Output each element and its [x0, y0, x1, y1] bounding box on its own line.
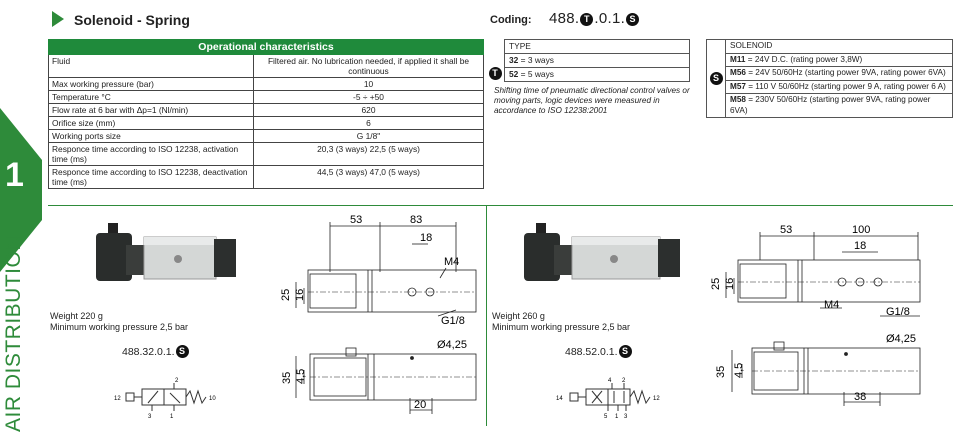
solenoid-text: 230V 50/60Hz (starting power 9VA, rating power 6VA) [730, 95, 931, 115]
table-row [486, 54, 690, 68]
valve-5way-photo [510, 215, 695, 300]
port-label: 12 [653, 396, 660, 402]
solenoid-table [706, 39, 953, 118]
dim-label: M4 [444, 256, 460, 268]
solenoid-marker [707, 40, 726, 118]
dim-label: 18 [854, 240, 867, 252]
dim-label: M4 [824, 299, 840, 311]
dim-label: 38 [854, 391, 867, 403]
right-model [565, 345, 633, 358]
section-label: AIR DISTRIBUTION [2, 234, 25, 432]
solenoid-eq: = [748, 95, 754, 104]
type-code: 52 [509, 69, 519, 79]
table-row [707, 94, 953, 118]
dim-label: 18 [420, 232, 433, 244]
shifting-note: Shifting time of pneumatic directional control valves or moving parts, logic devices were measured in accordance to ISO 12238:2001 [494, 86, 690, 115]
dim-label: 4,5 [295, 368, 307, 384]
row-value: 44,5 (3 ways) 47,0 (5 ways) [254, 166, 484, 189]
table-row [49, 55, 484, 78]
port-label: 1 [170, 414, 174, 420]
solenoid-code: M56 [730, 68, 746, 77]
coding-mid: .0.1. [594, 10, 626, 27]
solenoid-eq: = [748, 68, 754, 77]
type-text: = 3 ways [520, 55, 554, 65]
row-label: Orifice size (mm) [49, 117, 254, 130]
port-label: 5 [604, 414, 608, 420]
dim-label: 35 [715, 365, 727, 378]
title-arrow-icon [50, 10, 68, 28]
row-value: 20,3 (3 ways) 22,5 (5 ways) [254, 143, 484, 166]
column-divider [486, 205, 487, 426]
solenoid-eq: = [747, 54, 753, 64]
table-row [707, 80, 953, 94]
solenoid-eq: = [748, 81, 754, 91]
table-row [49, 166, 484, 189]
table-row [707, 67, 953, 81]
solenoid-badge-icon: S [619, 345, 632, 358]
left-model-code: 488.32.0.1. [122, 346, 175, 358]
operational-table [48, 39, 484, 189]
right-weight: Weight 260 g [492, 311, 545, 321]
table-row [49, 117, 484, 130]
port-label: 1 [615, 414, 619, 420]
coding-label: Coding: [490, 14, 532, 26]
row-value: Filtered air. No lubrication needed, if applied it shall be continuous [254, 55, 484, 78]
port-label: 12 [114, 396, 121, 402]
section-divider [48, 205, 953, 206]
valve-3way-photo [78, 215, 248, 300]
solenoid-code: M57 [730, 81, 746, 91]
dim-label: Ø4,25 [437, 339, 467, 351]
dim-label: 20 [414, 399, 427, 411]
port-label: 2 [622, 378, 626, 384]
row-value: -5 ÷ +50 [254, 91, 484, 104]
dim-label: 53 [780, 224, 793, 236]
table-row [486, 68, 690, 82]
operational-heading: Operational characteristics [49, 40, 484, 55]
row-label: Flow rate at 6 bar with Δp=1 (Nl/min) [49, 104, 254, 117]
table-row [49, 130, 484, 143]
row-label: Responce time according to ISO 12238, deactivation time (ms) [49, 166, 254, 189]
right-bottom-drawing [708, 330, 928, 422]
port-label: 14 [556, 396, 563, 402]
table-row [49, 143, 484, 166]
solenoid-header: SOLENOID [726, 40, 953, 54]
type-marker [486, 40, 505, 82]
row-value: G 1/8" [254, 130, 484, 143]
port-label: 2 [175, 378, 179, 384]
solenoid-badge-icon: S [626, 13, 639, 26]
dim-label: G1/8 [886, 306, 910, 318]
section-number: 1 [5, 156, 24, 194]
left-pneumatic-symbol [112, 375, 222, 420]
type-badge-icon: T [489, 67, 502, 80]
port-label: 4 [608, 378, 612, 384]
type-table [486, 39, 690, 82]
right-pneumatic-symbol [556, 375, 666, 420]
type-text: = 5 ways [520, 69, 554, 79]
dim-label: 25 [710, 277, 722, 290]
row-value: 6 [254, 117, 484, 130]
dim-label: Ø4,25 [886, 333, 916, 345]
solenoid-text: 24V D.C. (rating power 3,8W) [754, 54, 863, 64]
dim-label: G1/8 [441, 315, 465, 327]
solenoid-code: M11 [730, 54, 746, 64]
page-title: Solenoid - Spring [74, 12, 190, 28]
left-min-pressure: Minimum working pressure 2,5 bar [50, 322, 189, 332]
table-row [707, 53, 953, 67]
left-weight: Weight 220 g [50, 311, 103, 321]
dim-label: 35 [281, 371, 293, 384]
row-label: Fluid [49, 55, 254, 78]
dim-label: 4,5 [733, 362, 745, 378]
solenoid-text: 110 V 50/60Hz (starting power 9 A, rating power 6 A) [755, 81, 946, 91]
coding-value [549, 10, 640, 27]
solenoid-text: 24V 50/60Hz (starting power 9VA, rating power 6VA) [755, 68, 946, 77]
row-value: 620 [254, 104, 484, 117]
solenoid-badge-icon: S [176, 345, 189, 358]
dim-label: 100 [852, 224, 871, 236]
left-model [122, 345, 190, 358]
row-label: Responce time according to ISO 12238, activation time (ms) [49, 143, 254, 166]
coding-prefix: 488. [549, 10, 580, 27]
dim-label: 16 [294, 288, 306, 301]
type-header: TYPE [505, 40, 690, 54]
row-label: Max working pressure (bar) [49, 78, 254, 91]
left-bottom-drawing [278, 336, 478, 422]
dim-label: 16 [724, 277, 736, 290]
left-top-drawing [278, 212, 478, 328]
row-label: Working ports size [49, 130, 254, 143]
table-row [49, 104, 484, 117]
table-row [49, 91, 484, 104]
dim-label: 53 [350, 214, 363, 226]
dim-label: 25 [280, 288, 292, 301]
solenoid-code: M58 [730, 95, 746, 104]
right-min-pressure: Minimum working pressure 2,5 bar [492, 322, 631, 332]
table-row [49, 78, 484, 91]
port-label: 3 [148, 414, 152, 420]
type-code: 32 [509, 55, 519, 65]
right-top-drawing [708, 212, 928, 328]
dim-label: 83 [410, 214, 423, 226]
port-label: 10 [209, 396, 216, 402]
right-model-code: 488.52.0.1. [565, 346, 618, 358]
type-badge-icon: T [580, 13, 593, 26]
row-value: 10 [254, 78, 484, 91]
solenoid-badge-icon: S [710, 72, 723, 85]
row-label: Temperature °C [49, 91, 254, 104]
port-label: 3 [624, 414, 628, 420]
